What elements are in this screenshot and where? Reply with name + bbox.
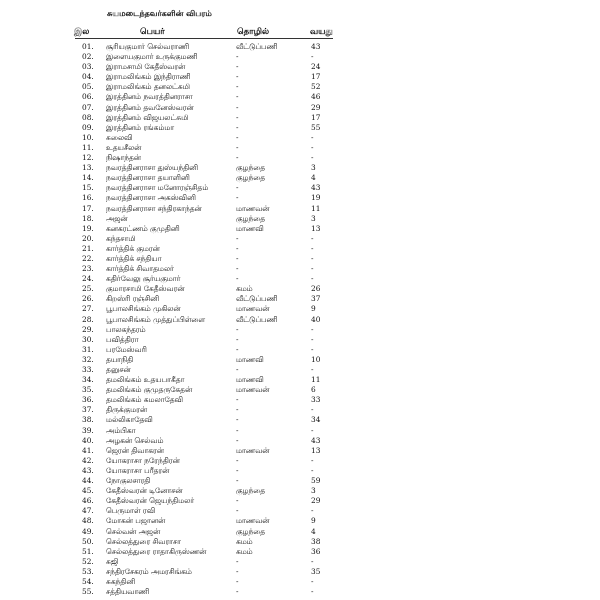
table-row: [0, 476, 600, 486]
row-number: 48.: [82, 516, 94, 526]
row-number: 23.: [82, 264, 94, 274]
table-row: [0, 466, 600, 476]
person-name: கிறஸ்ரி ரஞ்சினி: [106, 294, 160, 304]
row-number: 55.: [82, 587, 94, 597]
table-row: [0, 315, 600, 325]
occupation: -: [236, 587, 239, 597]
age-value: -: [311, 334, 314, 344]
table-row: [0, 516, 600, 526]
person-name: இராமசாமி கேதீஸ்வரன்: [106, 62, 186, 72]
person-name: தமலிங்கம் குமுதருகேதன்: [106, 385, 193, 395]
table-row: [0, 264, 600, 274]
age-value: -: [311, 455, 314, 465]
document-title: சுயமடைந்தவர்களின் விபரம்: [107, 8, 212, 18]
person-name: பாலகந்தரம்: [106, 324, 146, 334]
person-name: இராமலிங்கம் இந்திராணி: [106, 72, 191, 82]
table-row: [0, 113, 600, 123]
person-name: அம்பிகா: [106, 425, 136, 435]
row-number: 51.: [82, 546, 94, 556]
age-value: 9: [311, 516, 316, 526]
occupation: -: [236, 243, 239, 253]
table-row: [0, 426, 600, 436]
table-row: [0, 163, 600, 173]
occupation: -: [236, 52, 239, 62]
row-number: 36.: [82, 395, 94, 405]
occupation: மாணவன்: [236, 445, 270, 455]
person-name: தயாநிதி: [106, 354, 134, 364]
person-name: அழகன் செல்வம்: [106, 435, 164, 445]
occupation: -: [236, 132, 239, 142]
person-name: மல்லிகாதேவி: [106, 415, 153, 425]
age-value: 33: [311, 395, 321, 405]
row-number: 49.: [82, 526, 94, 536]
occupation: -: [236, 233, 239, 243]
table-row: [0, 577, 600, 587]
table-row: [0, 385, 600, 395]
age-value: 38: [311, 536, 321, 546]
row-number: 28.: [82, 314, 94, 324]
occupation: மாணவி: [236, 223, 264, 233]
table-row: [0, 143, 600, 153]
row-number: 15.: [82, 183, 94, 193]
row-number: 47.: [82, 506, 94, 516]
age-value: -: [311, 556, 314, 566]
occupation: -: [236, 576, 239, 586]
age-value: 46: [311, 92, 321, 102]
table-row: [0, 486, 600, 496]
occupation: மாணவி: [236, 354, 264, 364]
occupation: -: [236, 274, 239, 284]
table-row: [0, 547, 600, 557]
table-row: [0, 335, 600, 345]
table-row: [0, 123, 600, 133]
occupation: -: [236, 253, 239, 263]
row-number: 06.: [82, 92, 94, 102]
person-name: கார்த்திக் சிவாதமலர்: [106, 264, 174, 274]
table-row: [0, 506, 600, 516]
age-value: 35: [311, 566, 321, 576]
age-value: 29: [311, 102, 321, 112]
person-name: இரத்தினம் விஜயலட்சுமி: [106, 112, 189, 122]
person-name: குமாரசாமி கேதீஸ்வரன்: [106, 284, 185, 294]
occupation: -: [236, 415, 239, 425]
age-value: 10: [311, 354, 321, 364]
person-name: ஜெரன் திவாகரன்: [106, 445, 164, 455]
occupation: -: [236, 556, 239, 566]
occupation: -: [236, 264, 239, 274]
person-name: கதிர்வேலு சூர்யகுமார்: [106, 274, 181, 284]
table-row: [0, 204, 600, 214]
occupation: -: [236, 344, 239, 354]
table-row: [0, 82, 600, 92]
occupation: -: [236, 395, 239, 405]
occupation: கமம்: [236, 546, 253, 556]
row-number: 53.: [82, 566, 94, 576]
person-name: செல்லத்துரை ராதாகிருஸ்ணன்: [106, 546, 207, 556]
occupation: மாணவன்: [236, 304, 270, 314]
table-row: [0, 537, 600, 547]
person-name: சுலைவி: [106, 132, 133, 142]
age-value: -: [311, 253, 314, 263]
table-row: [0, 234, 600, 244]
person-name: நவரத்தினராசா தயாளினி: [106, 173, 190, 183]
person-name: திருக்குமரன்: [106, 405, 148, 415]
age-value: 11: [311, 203, 321, 213]
row-number: 02.: [82, 52, 94, 62]
occupation: -: [236, 506, 239, 516]
age-value: 52: [311, 82, 321, 92]
person-name: செல்லத்துரை சிவராசா: [106, 536, 181, 546]
row-number: 46.: [82, 496, 94, 506]
occupation: -: [236, 142, 239, 152]
row-number: 43.: [82, 465, 94, 475]
age-value: 40: [311, 314, 321, 324]
person-name: பவித்திரா: [106, 334, 139, 344]
person-table: [0, 42, 600, 597]
occupation: வீட்டுப்பணி: [236, 42, 278, 51]
age-value: 4: [311, 526, 316, 536]
row-number: 04.: [82, 72, 94, 82]
row-number: 32.: [82, 354, 94, 364]
table-row: [0, 72, 600, 82]
row-number: 39.: [82, 425, 94, 435]
table-row: [0, 214, 600, 224]
occupation: -: [236, 425, 239, 435]
row-number: 38.: [82, 415, 94, 425]
table-row: [0, 193, 600, 203]
age-value: 36: [311, 546, 321, 556]
age-value: 55: [311, 122, 321, 132]
occupation: குழந்தை: [236, 213, 266, 223]
age-value: 34: [311, 415, 321, 425]
age-value: -: [311, 142, 314, 152]
occupation: மாணவன்: [236, 203, 270, 213]
table-row: [0, 587, 600, 597]
table-row: [0, 294, 600, 304]
table-row: [0, 254, 600, 264]
age-value: 9: [311, 304, 316, 314]
row-number: 21.: [82, 243, 94, 253]
person-name: நிஷாந்தன்: [106, 153, 141, 163]
person-name: இரத்தினம் தவனேஸ்வரன்: [106, 102, 194, 112]
person-name: சுகந்தினி: [106, 576, 136, 586]
occupation: -: [236, 72, 239, 82]
table-row: [0, 92, 600, 102]
table-row: [0, 415, 600, 425]
row-number: 03.: [82, 62, 94, 72]
occupation: மாணவி: [236, 375, 264, 385]
occupation: -: [236, 465, 239, 475]
row-number: 33.: [82, 365, 94, 374]
person-name: கார்த்திக் சந்தியா: [106, 253, 162, 263]
row-number: 19.: [82, 223, 94, 233]
row-number: 37.: [82, 405, 94, 415]
age-value: 13: [311, 223, 321, 233]
row-number: 52.: [82, 556, 94, 566]
age-value: 37: [311, 294, 321, 304]
occupation: -: [236, 496, 239, 506]
table-row: [0, 405, 600, 415]
age-value: 11: [311, 375, 321, 385]
age-value: -: [311, 324, 314, 334]
age-value: -: [311, 344, 314, 354]
person-name: தமலிங்கம் உதயபாகீதா: [106, 375, 185, 385]
age-value: -: [311, 587, 314, 597]
person-name: பூபாலசிங்கம் முத்துப்பிள்ளை: [106, 314, 206, 324]
occupation: -: [236, 334, 239, 344]
occupation: -: [236, 183, 239, 193]
age-value: -: [311, 264, 314, 274]
table-row: [0, 274, 600, 284]
age-value: -: [311, 425, 314, 435]
age-value: 3: [311, 163, 316, 173]
person-name: தமலிங்கம் கமலாதேவி: [106, 395, 183, 405]
person-name: பெருமாள் ரவி: [106, 506, 156, 516]
row-number: 12.: [82, 153, 94, 163]
age-value: -: [311, 405, 314, 415]
person-name: கேதீஸ்வரன் டினோசன்: [106, 486, 183, 496]
row-number: 45.: [82, 486, 94, 496]
row-number: 10.: [82, 132, 94, 142]
age-value: 26: [311, 284, 321, 294]
occupation: -: [236, 455, 239, 465]
person-name: தனுசன்: [106, 365, 131, 374]
occupation: குழந்தை: [236, 486, 266, 496]
row-number: 01.: [82, 42, 94, 51]
age-value: -: [311, 365, 314, 374]
row-number: 24.: [82, 274, 94, 284]
person-name: நவரத்தினராசா மனோரஞ்சிதம்: [106, 183, 209, 193]
row-number: 20.: [82, 233, 94, 243]
occupation: -: [236, 122, 239, 132]
row-number: 11.: [82, 142, 94, 152]
age-value: 59: [311, 476, 321, 486]
person-name: நவரத்தினராசா அகஸ்வினி: [106, 193, 196, 203]
person-name: நோகுலசாரதி: [106, 476, 151, 486]
occupation: -: [236, 153, 239, 163]
age-value: -: [311, 506, 314, 516]
column-header-no: இல: [74, 27, 90, 37]
occupation: குழந்தை: [236, 163, 266, 173]
person-name: மோகன் பஜானன்: [106, 516, 166, 526]
table-row: [0, 436, 600, 446]
row-number: 17.: [82, 203, 94, 213]
person-name: சந்திரசேகரம் அமரசிங்கம்: [106, 566, 192, 576]
table-row: [0, 557, 600, 567]
table-row: [0, 325, 600, 335]
table-row: [0, 153, 600, 163]
person-name: இரத்தினம் நவரத்தினராசா: [106, 92, 193, 102]
person-name: நவரத்தினராசா துஸ்யந்தினி: [106, 163, 198, 173]
age-value: -: [311, 153, 314, 163]
person-name: யோகராசா நரேந்திரன்: [106, 455, 180, 465]
table-row: [0, 527, 600, 537]
row-number: 34.: [82, 375, 94, 385]
person-name: சத்தியவாணி: [106, 587, 150, 597]
age-value: 43: [311, 435, 321, 445]
person-name: அஜன்: [106, 213, 128, 223]
row-number: 44.: [82, 476, 94, 486]
age-value: 3: [311, 486, 316, 496]
age-value: 17: [311, 112, 321, 122]
occupation: கமம்: [236, 284, 253, 294]
occupation: -: [236, 435, 239, 445]
occupation: -: [236, 82, 239, 92]
occupation: -: [236, 405, 239, 415]
row-number: 26.: [82, 294, 94, 304]
age-value: -: [311, 233, 314, 243]
table-row: [0, 52, 600, 62]
person-name: கார்த்திக் குமரன்: [106, 243, 160, 253]
person-name: பூபாலசிங்கம் முகிலன்: [106, 304, 181, 314]
age-value: 24: [311, 62, 321, 72]
table-row: [0, 496, 600, 506]
table-row: [0, 62, 600, 72]
age-value: -: [311, 465, 314, 475]
occupation: -: [236, 102, 239, 112]
occupation: வீட்டுப்பணி: [236, 294, 278, 304]
table-row: [0, 103, 600, 113]
row-number: 54.: [82, 576, 94, 586]
person-name: கந்தசாமி: [106, 233, 136, 243]
person-name: பரமேஸ்வரி: [106, 344, 147, 354]
occupation: -: [236, 112, 239, 122]
person-name: செல்வன் அஜன்: [106, 526, 161, 536]
occupation: கமம்: [236, 536, 253, 546]
table-row: [0, 355, 600, 365]
age-value: 17: [311, 72, 321, 82]
table-row: [0, 133, 600, 143]
row-number: 22.: [82, 253, 94, 263]
person-name: இரத்தினம் ரங்கம்மா: [106, 122, 175, 132]
table-row: [0, 304, 600, 314]
age-value: 4: [311, 173, 316, 183]
person-name: சூரியகுமார் செல்வராணி: [106, 42, 189, 51]
occupation: -: [236, 566, 239, 576]
person-name: நவரத்தினராசா சந்திரகாந்தன்: [106, 203, 202, 213]
table-row: [0, 173, 600, 183]
age-value: -: [311, 576, 314, 586]
occupation: -: [236, 193, 239, 203]
age-value: 29: [311, 496, 321, 506]
table-row: [0, 456, 600, 466]
row-number: 41.: [82, 445, 94, 455]
row-number: 14.: [82, 173, 94, 183]
occupation: -: [236, 476, 239, 486]
age-value: 43: [311, 183, 321, 193]
person-name: இராமலிங்கம் தனலட்சுமி: [106, 82, 190, 92]
occupation: குழந்தை: [236, 526, 266, 536]
column-header-job: தொழில்: [237, 27, 270, 37]
occupation: மாணவன்: [236, 516, 270, 526]
age-value: 6: [311, 385, 316, 395]
occupation: மாணவன்: [236, 385, 270, 395]
person-name: உதயசீலன்: [106, 142, 142, 152]
row-number: 18.: [82, 213, 94, 223]
occupation: -: [236, 92, 239, 102]
row-number: 50.: [82, 536, 94, 546]
age-value: -: [311, 243, 314, 253]
occupation: வீட்டுப்பணி: [236, 314, 278, 324]
row-number: 42.: [82, 455, 94, 465]
column-header-age: வயது: [310, 27, 333, 37]
age-value: 3: [311, 213, 316, 223]
occupation: குழந்தை: [236, 173, 266, 183]
occupation: -: [236, 324, 239, 334]
table-row: [0, 244, 600, 254]
table-row: [0, 224, 600, 234]
table-row: [0, 446, 600, 456]
row-number: 08.: [82, 112, 94, 122]
table-row: [0, 395, 600, 405]
row-number: 31.: [82, 344, 94, 354]
row-number: 29.: [82, 324, 94, 334]
table-row: [0, 183, 600, 193]
row-number: 05.: [82, 82, 94, 92]
occupation: -: [236, 62, 239, 72]
row-number: 40.: [82, 435, 94, 445]
table-row: [0, 567, 600, 577]
header-divider: [75, 38, 333, 39]
row-number: 09.: [82, 122, 94, 132]
row-number: 27.: [82, 304, 94, 314]
age-value: -: [311, 274, 314, 284]
person-name: கேதீஸ்வரன் ஜெயந்திமலர்: [106, 496, 195, 506]
table-row: [0, 284, 600, 294]
table-row: [0, 375, 600, 385]
row-number: 35.: [82, 385, 94, 395]
person-name: கனகரட்ணம் குமுதினி: [106, 223, 180, 233]
age-value: -: [311, 52, 314, 62]
table-row: [0, 345, 600, 355]
occupation: -: [236, 365, 239, 374]
row-number: 07.: [82, 102, 94, 112]
column-header-name: பெயர்: [140, 27, 165, 37]
table-row: [0, 365, 600, 375]
row-number: 16.: [82, 193, 94, 203]
person-name: இளையகுமார் உருக்குமணி: [106, 52, 198, 62]
row-number: 30.: [82, 334, 94, 344]
age-value: 13: [311, 445, 321, 455]
row-number: 25.: [82, 284, 94, 294]
age-value: 43: [311, 42, 321, 51]
row-number: 13.: [82, 163, 94, 173]
age-value: 19: [311, 193, 321, 203]
table-row: [0, 42, 600, 52]
person-name: யோகராசா பரீதரன்: [106, 465, 170, 475]
age-value: -: [311, 132, 314, 142]
person-name: சுஜி: [106, 556, 119, 566]
